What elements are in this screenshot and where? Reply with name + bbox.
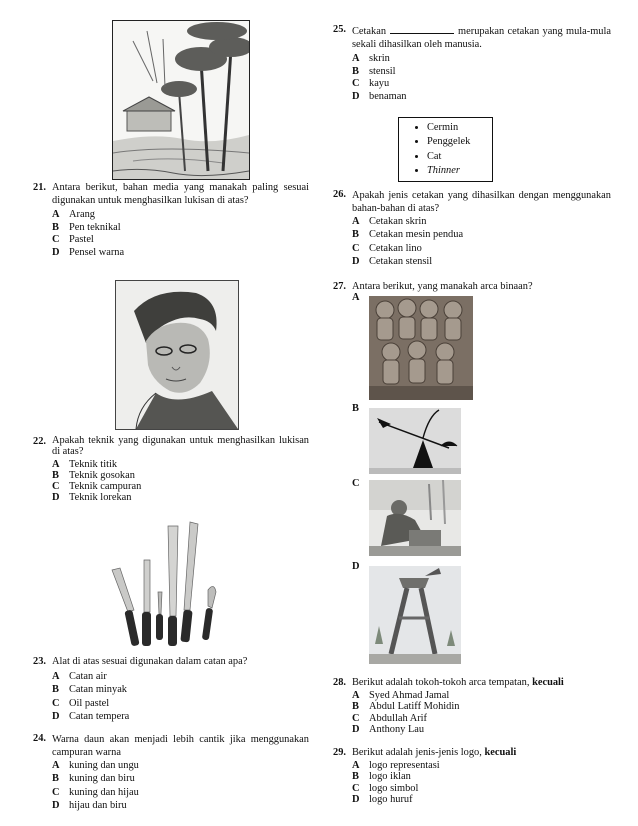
option-c[interactable]: C Oil pastel (52, 697, 110, 709)
option-a[interactable]: A kuning dan ungu (52, 760, 139, 771)
option-d[interactable]: D hijau dan biru (52, 800, 127, 812)
question-text: Berikut adalah jenis-jenis logo, kecuali (352, 747, 517, 758)
question-number: 25. (333, 24, 346, 35)
option-b-mobile-sculpture-image[interactable] (369, 408, 461, 474)
option-d-label: D (352, 561, 360, 572)
answer-blank (390, 24, 454, 34)
materials-box (398, 117, 493, 182)
option-c[interactable]: C logo simbol (352, 782, 419, 794)
option-d[interactable]: D Pensel warna (52, 246, 125, 258)
question-27 (333, 281, 611, 294)
option-c-label: C (352, 478, 360, 489)
landscape-drawing-image (112, 20, 250, 180)
option-d[interactable]: D Teknik lorekan (52, 491, 132, 503)
question-text: Apakah teknik yang digunakan untuk menghasilkan lukisan di atas? (52, 435, 309, 457)
option-a[interactable]: A Teknik titik (52, 458, 118, 470)
question-text: Berikut adalah tokoh-tokoh arca tempatan, kecuali (352, 677, 564, 688)
option-c[interactable]: C Abdullah Arif (352, 712, 428, 724)
option-c[interactable]: C Pastel (52, 234, 94, 246)
option-b[interactable]: B kuning dan biru (52, 773, 135, 785)
material-item: • Penggelek (427, 135, 492, 149)
question-number: 23. (33, 656, 46, 667)
option-a[interactable]: A logo representasi (352, 759, 440, 771)
option-c[interactable]: C Teknik campuran (52, 480, 142, 492)
portrait-drawing-image (115, 280, 239, 430)
option-b-label: B (352, 403, 359, 414)
question-number: 28. (333, 677, 346, 688)
question-28 (333, 677, 611, 736)
option-d-tower-sculpture-image[interactable] (369, 566, 461, 664)
option-c[interactable]: C Cetakan lino (352, 242, 422, 254)
option-a[interactable]: A Syed Ahmad Jamal (352, 689, 450, 701)
option-d[interactable]: D Cetakan stensil (352, 256, 433, 268)
question-29 (333, 747, 611, 806)
option-a[interactable]: A Catan air (52, 670, 107, 682)
question-26 (333, 189, 611, 270)
painting-knives-image (110, 520, 232, 650)
question-number: 29. (333, 747, 346, 758)
option-a[interactable]: A Cetakan skrin (352, 216, 427, 227)
option-c[interactable]: C kayu (352, 78, 390, 90)
option-d[interactable]: D logo huruf (352, 794, 413, 806)
question-text: Antara berikut, bahan media yang manakah paling sesuai digunakan untuk menghasilkan lukisan di atas? (52, 182, 309, 206)
question-text: Cetakan merupakan cetakan yang mula-mula sekali dihasilkan oleh manusia. (352, 26, 611, 50)
material-item: • Cermin (427, 121, 492, 135)
material-item: • Thinner (427, 164, 492, 178)
question-number: 24. (33, 733, 46, 744)
option-d[interactable]: D benaman (352, 90, 407, 102)
question-number: 21. (33, 182, 46, 193)
option-a[interactable]: A Arang (52, 209, 95, 221)
question-text: Antara berikut, yang manakah arca binaan? (352, 281, 533, 292)
question-number: 22. (33, 436, 46, 447)
option-b[interactable]: B Cetakan mesin pendua (352, 229, 464, 241)
option-b[interactable]: B Abdul Latiff Mohidin (352, 701, 460, 713)
option-b[interactable]: B Pen teknikal (52, 221, 121, 233)
question-25 (333, 24, 611, 104)
option-d[interactable]: D Catan tempera (52, 711, 130, 723)
option-b[interactable]: B stensil (352, 65, 396, 77)
question-24 (33, 733, 309, 814)
question-text: Warna daun akan menjadi lebih cantik jika menggunakan campuran warna (52, 734, 309, 758)
material-item: • Cat (427, 150, 492, 164)
question-22 (33, 436, 309, 503)
question-number: 26. (333, 189, 346, 200)
question-text: Apakah jenis cetakan yang dihasilkan dengan menggunakan bahan-bahan di atas? (352, 190, 611, 214)
option-a[interactable]: A skrin (352, 53, 390, 65)
question-text: Alat di atas sesuai digunakan dalam catan apa? (52, 656, 248, 667)
question-23 (33, 656, 309, 725)
option-c[interactable]: C kuning dan hijau (52, 786, 139, 798)
option-d[interactable]: D Anthony Lau (352, 724, 425, 736)
option-b[interactable]: B Catan minyak (52, 684, 128, 696)
question-21 (33, 182, 309, 260)
option-a-relief-sculpture-image[interactable] (369, 296, 473, 400)
question-number: 27. (333, 281, 346, 292)
option-b[interactable]: B Teknik gosokan (52, 469, 135, 481)
option-c-seated-statue-image[interactable] (369, 480, 461, 556)
option-b[interactable]: B logo iklan (352, 771, 411, 783)
option-a-label: A (352, 292, 360, 303)
